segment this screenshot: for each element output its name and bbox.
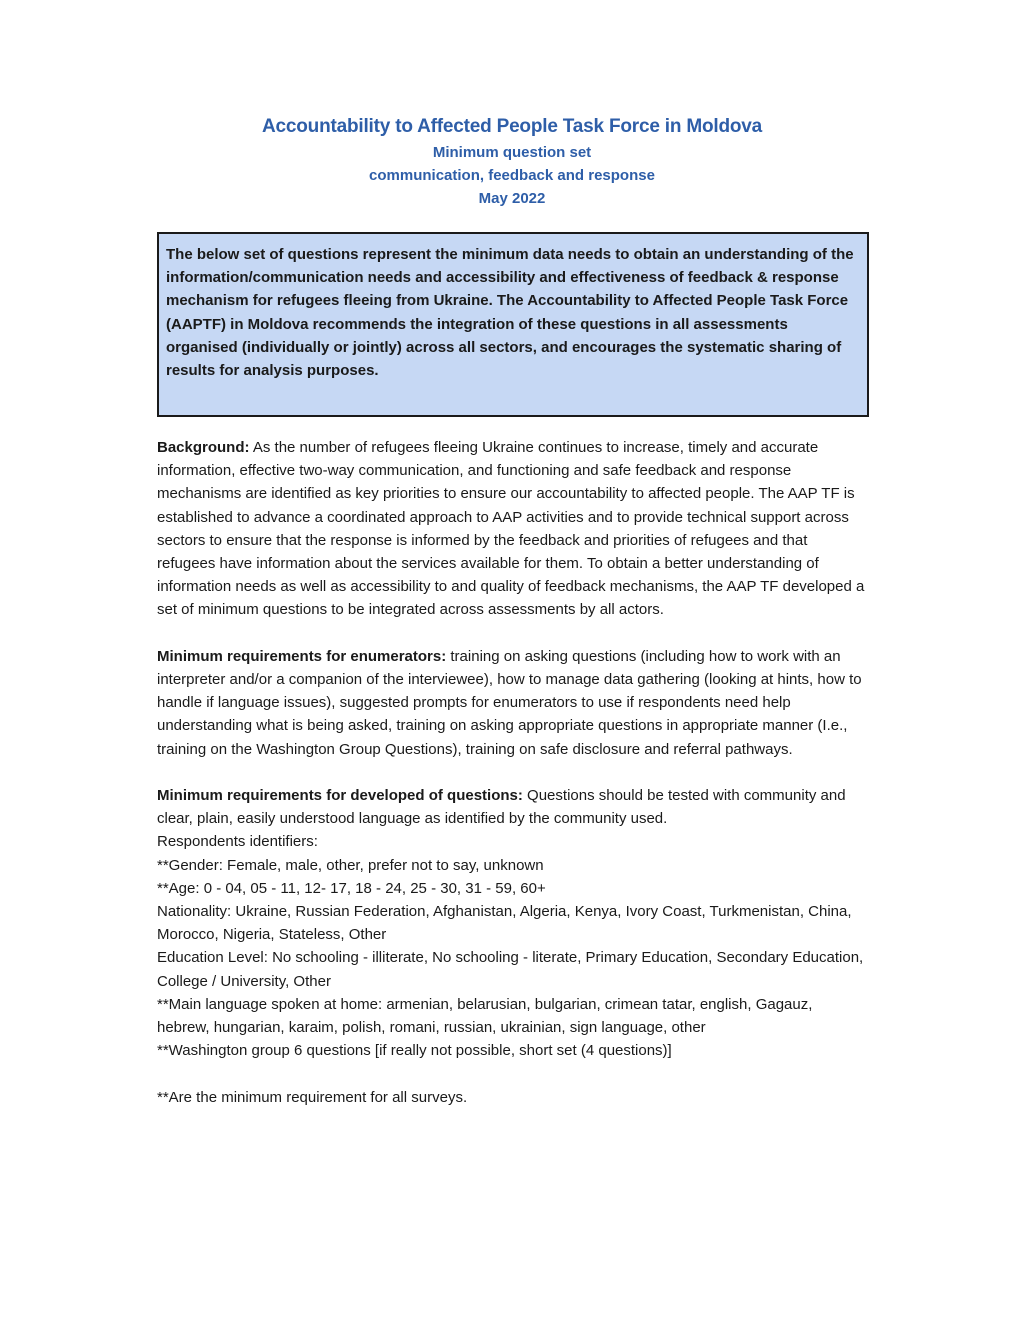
questions-paragraph	[157, 784, 869, 830]
document-title: Accountability to Affected People Task Force in Moldova	[262, 116, 762, 137]
identifier-washington-group: **Washington group 6 questions [if really not possible, short set (4 questions)]	[157, 1042, 672, 1060]
footnote: **Are the minimum requirement for all surveys.	[157, 1088, 468, 1106]
background-paragraph	[157, 436, 869, 622]
identifier-nationality: Nationality: Ukraine, Russian Federation, Afghanistan, Algeria, Kenya, Ivory Coast, Turkmenistan, China, Morocco, Nigeria, Stateless, Other	[157, 903, 852, 944]
questions-label: Minimum requirements for developed of questions:	[157, 787, 523, 805]
document-date: May 2022	[478, 190, 546, 207]
enumerators-text: training on asking questions (including how to work with an interpreter and/or a companion of the interviewee), how to manage data gathering (looking at hints, how to handle if language issues), suggested prompts for enumerators to use if respondents need help understanding what is being asked, training on asking appropriate questions in appropriate manner (I.e., training on the Washington Group Questions), training on safe disclosure and referral pathways.	[157, 647, 862, 758]
document-body	[157, 436, 869, 1109]
questions-text: Questions should be tested with community and clear, plain, easily understood language as identified by the community used.	[157, 787, 846, 828]
enumerators-paragraph	[157, 645, 869, 761]
respondents-identifiers-heading: Respondents identifiers:	[157, 833, 318, 851]
document-subtitle: Minimum question set	[432, 144, 592, 161]
identifier-education: Education Level: No schooling - illiterate, No schooling - literate, Primary Education, Secondary Education, College / University, Other	[157, 949, 864, 990]
enumerators-label: Minimum requirements for enumerators:	[157, 647, 447, 665]
document-subtitle-topic: communication, feedback and response	[369, 167, 655, 184]
summary-box: The below set of questions represent the minimum data needs to obtain an understanding of the information/communication needs and accessibility and effectiveness of feedback & response mechanism for refugees fleeing from Ukraine. The Accountability to Affected People Task Force (AAPTF) in Moldova recommends the integration of these questions in all assessments organised (individually or jointly) across all sectors, and encourages the systematic sharing of results for analysis purposes.	[157, 232, 869, 417]
background-label: Background:	[157, 439, 250, 456]
identifier-language: **Main language spoken at home: armenian, belarusian, bulgarian, crimean tatar, english, Gagauz, hebrew, hungarian, karaim, polish, romani, russian, ukrainian, sign language, other	[157, 995, 813, 1037]
document-header	[0, 113, 1024, 210]
identifier-gender: **Gender: Female, male, other, prefer not to say, unknown	[157, 856, 544, 874]
identifier-age: **Age: 0 - 04, 05 - 11, 12- 17, 18 - 24, 25 - 30, 31 - 59, 60+	[157, 879, 546, 897]
background-text: As the number of refugees fleeing Ukraine continues to increase, timely and accurate information, effective two-way communication, and functioning and safe feedback and response mechanisms are identified as key priorities to ensure our accountability to affected people. The AAP TF is established to advance a coordinated approach to AAP activities and to provide technical support across sectors to ensure that the response is informed by the feedback and priorities of refugees and that refugees have information about the services available for them. To obtain a better understanding of information needs as well as accessibility to and quality of feedback mechanisms, the AAP TF developed a set of minimum questions to be integrated across assessments by all actors.	[157, 439, 865, 619]
